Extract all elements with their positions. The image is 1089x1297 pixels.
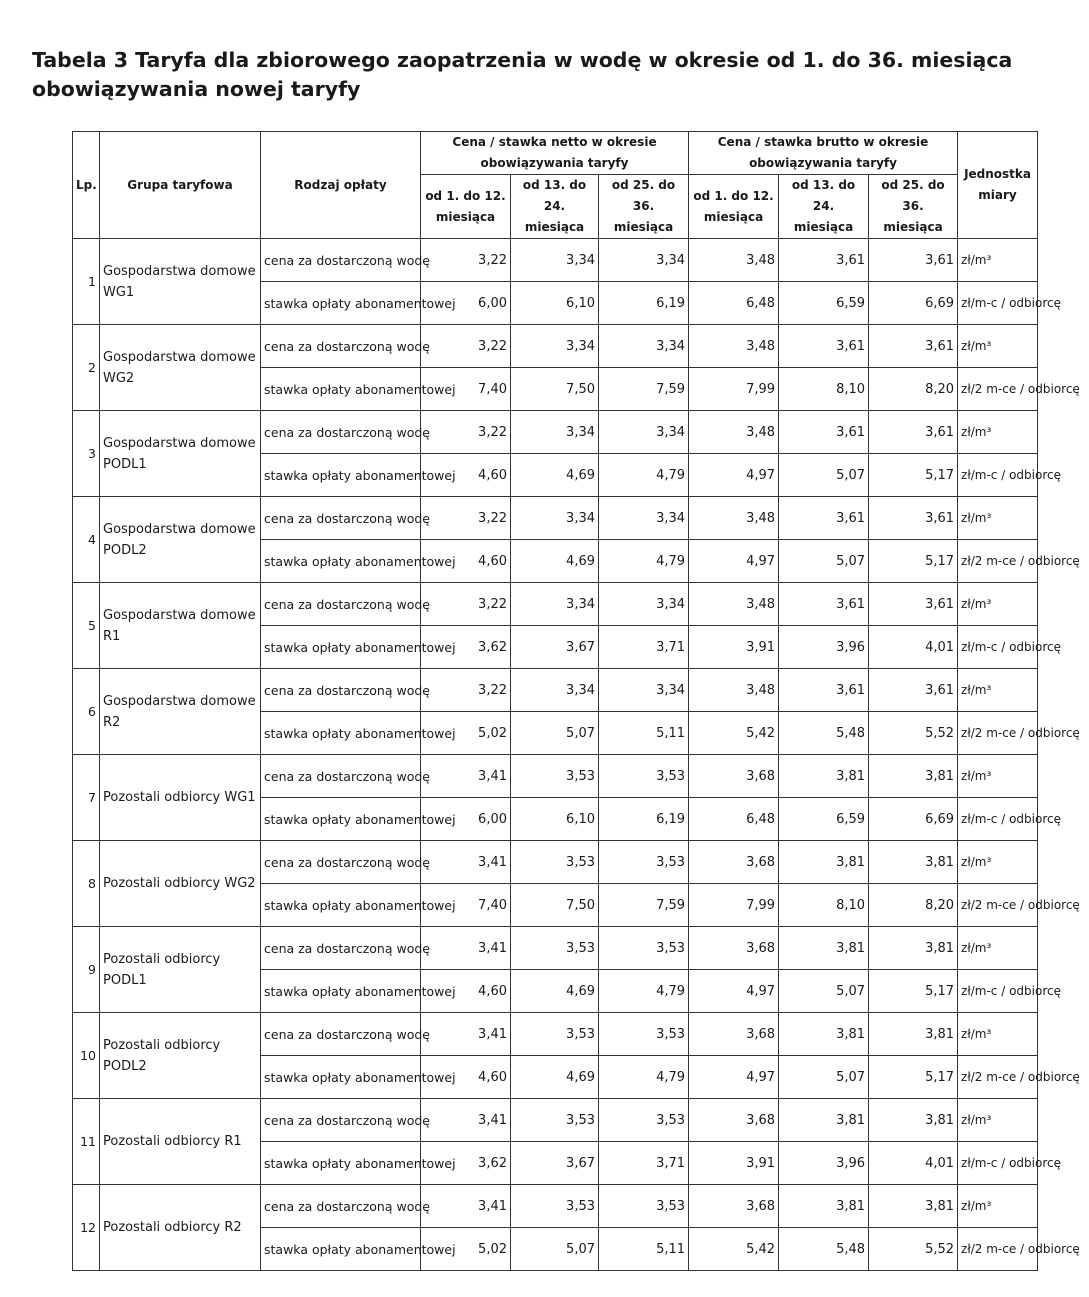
- price-value: 3,48: [689, 411, 779, 454]
- price-value: 6,19: [599, 798, 689, 841]
- price-value: 6,69: [869, 798, 958, 841]
- unit-of-measure: zł/m³: [958, 841, 1038, 884]
- price-value: 4,01: [869, 626, 958, 669]
- price-value: 4,69: [511, 454, 599, 497]
- price-value: 8,20: [869, 368, 958, 411]
- price-value: 3,67: [511, 626, 599, 669]
- price-value: 3,41: [421, 1099, 511, 1142]
- price-value: 4,97: [689, 454, 779, 497]
- price-value: 4,79: [599, 1056, 689, 1099]
- table-row: [73, 1099, 1038, 1142]
- price-value: 8,10: [779, 884, 869, 927]
- price-value: 3,34: [511, 411, 599, 454]
- fee-type: stawka opłaty abonamentowej: [261, 1228, 421, 1271]
- price-value: 3,61: [869, 239, 958, 282]
- price-value: 4,97: [689, 540, 779, 583]
- price-value: 3,96: [779, 626, 869, 669]
- header-unit: Jednostka miary: [958, 132, 1038, 239]
- price-value: 3,81: [869, 1185, 958, 1228]
- table-row: [73, 239, 1038, 282]
- table-row: [73, 755, 1038, 798]
- tariff-group: Gospodarstwa domowe PODL1: [100, 411, 261, 497]
- price-value: 3,68: [689, 841, 779, 884]
- header-period: od 13. do 24. miesiąca: [779, 175, 869, 239]
- row-number: 1: [73, 239, 100, 325]
- price-value: 7,59: [599, 368, 689, 411]
- price-value: 3,53: [511, 1013, 599, 1056]
- price-value: 4,60: [421, 454, 511, 497]
- price-value: 4,69: [511, 540, 599, 583]
- price-value: 3,48: [689, 669, 779, 712]
- price-value: 3,68: [689, 1013, 779, 1056]
- unit-of-measure: zł/m-c / odbiorcę: [958, 970, 1038, 1013]
- tariff-group: Pozostali odbiorcy WG1: [100, 755, 261, 841]
- table-row: [73, 669, 1038, 712]
- price-value: 3,41: [421, 1185, 511, 1228]
- price-value: 3,22: [421, 411, 511, 454]
- header-period: od 25. do 36. miesiąca: [599, 175, 689, 239]
- price-value: 3,81: [779, 755, 869, 798]
- fee-type: stawka opłaty abonamentowej: [261, 1056, 421, 1099]
- price-value: 5,52: [869, 712, 958, 755]
- unit-of-measure: zł/m³: [958, 325, 1038, 368]
- row-number: 8: [73, 841, 100, 927]
- price-value: 3,41: [421, 927, 511, 970]
- price-value: 3,48: [689, 325, 779, 368]
- price-value: 3,34: [511, 583, 599, 626]
- price-value: 3,22: [421, 669, 511, 712]
- price-value: 3,22: [421, 583, 511, 626]
- price-value: 5,07: [511, 1228, 599, 1271]
- table-row: [73, 927, 1038, 970]
- price-value: 5,07: [779, 540, 869, 583]
- price-value: 3,61: [779, 411, 869, 454]
- fee-type: stawka opłaty abonamentowej: [261, 540, 421, 583]
- price-value: 3,48: [689, 583, 779, 626]
- tariff-group: Pozostali odbiorcy PODL2: [100, 1013, 261, 1099]
- table-row: [73, 841, 1038, 884]
- price-value: 6,69: [869, 282, 958, 325]
- unit-of-measure: zł/m-c / odbiorcę: [958, 626, 1038, 669]
- price-value: 7,50: [511, 884, 599, 927]
- fee-type: stawka opłaty abonamentowej: [261, 282, 421, 325]
- price-value: 4,79: [599, 970, 689, 1013]
- price-value: 3,53: [511, 1099, 599, 1142]
- price-value: 3,81: [869, 841, 958, 884]
- unit-of-measure: zł/2 m-ce / odbiorcę: [958, 368, 1038, 411]
- price-value: 4,60: [421, 540, 511, 583]
- price-value: 5,02: [421, 1228, 511, 1271]
- price-value: 3,61: [779, 497, 869, 540]
- price-value: 3,61: [869, 497, 958, 540]
- row-number: 9: [73, 927, 100, 1013]
- price-value: 6,48: [689, 798, 779, 841]
- price-value: 3,68: [689, 755, 779, 798]
- tariff-group: Gospodarstwa domowe WG1: [100, 239, 261, 325]
- price-value: 3,53: [511, 841, 599, 884]
- price-value: 5,52: [869, 1228, 958, 1271]
- price-value: 3,34: [511, 497, 599, 540]
- price-value: 7,40: [421, 884, 511, 927]
- price-value: 3,34: [599, 669, 689, 712]
- tariff-group: Pozostali odbiorcy PODL1: [100, 927, 261, 1013]
- price-value: 5,17: [869, 540, 958, 583]
- unit-of-measure: zł/2 m-ce / odbiorcę: [958, 1056, 1038, 1099]
- price-value: 8,10: [779, 368, 869, 411]
- price-value: 5,48: [779, 1228, 869, 1271]
- fee-type: stawka opłaty abonamentowej: [261, 454, 421, 497]
- price-value: 3,34: [511, 669, 599, 712]
- price-value: 3,22: [421, 325, 511, 368]
- unit-of-measure: zł/m-c / odbiorcę: [958, 454, 1038, 497]
- row-number: 2: [73, 325, 100, 411]
- price-value: 4,60: [421, 970, 511, 1013]
- price-value: 3,61: [869, 325, 958, 368]
- price-value: 5,07: [779, 970, 869, 1013]
- fee-type: stawka opłaty abonamentowej: [261, 970, 421, 1013]
- price-value: 3,41: [421, 755, 511, 798]
- fee-type: stawka opłaty abonamentowej: [261, 368, 421, 411]
- unit-of-measure: zł/m³: [958, 1099, 1038, 1142]
- price-value: 3,61: [869, 411, 958, 454]
- price-value: 5,02: [421, 712, 511, 755]
- price-value: 5,07: [511, 712, 599, 755]
- fee-type: cena za dostarczoną wodę: [261, 927, 421, 970]
- row-number: 11: [73, 1099, 100, 1185]
- price-value: 6,19: [599, 282, 689, 325]
- fee-type: cena za dostarczoną wodę: [261, 239, 421, 282]
- price-value: 3,62: [421, 626, 511, 669]
- fee-type: cena za dostarczoną wodę: [261, 1013, 421, 1056]
- price-value: 3,81: [779, 927, 869, 970]
- price-value: 3,71: [599, 626, 689, 669]
- row-number: 6: [73, 669, 100, 755]
- price-value: 3,53: [599, 927, 689, 970]
- tariff-group: Gospodarstwa domowe R2: [100, 669, 261, 755]
- table-title: Tabela 3 Taryfa dla zbiorowego zaopatrzenia w wodę w okresie od 1. do 36. miesiąca obowiązywania nowej taryfy: [32, 48, 1013, 101]
- price-value: 5,42: [689, 712, 779, 755]
- tariff-table: [72, 131, 1080, 1271]
- unit-of-measure: zł/m-c / odbiorcę: [958, 1142, 1038, 1185]
- price-value: 3,96: [779, 1142, 869, 1185]
- price-value: 4,01: [869, 1142, 958, 1185]
- price-value: 7,40: [421, 368, 511, 411]
- price-value: 3,53: [599, 1013, 689, 1056]
- price-value: 3,53: [599, 1185, 689, 1228]
- price-value: 7,50: [511, 368, 599, 411]
- price-value: 3,91: [689, 1142, 779, 1185]
- fee-type: stawka opłaty abonamentowej: [261, 712, 421, 755]
- price-value: 4,69: [511, 970, 599, 1013]
- fee-type: stawka opłaty abonamentowej: [261, 626, 421, 669]
- price-value: 5,42: [689, 1228, 779, 1271]
- price-value: 5,11: [599, 1228, 689, 1271]
- price-value: 3,34: [599, 411, 689, 454]
- table-row: [73, 1013, 1038, 1056]
- price-value: 4,79: [599, 540, 689, 583]
- header-period: od 1. do 12. miesiąca: [689, 175, 779, 239]
- table-row: [73, 325, 1038, 368]
- price-value: 3,41: [421, 1013, 511, 1056]
- price-value: 5,17: [869, 970, 958, 1013]
- header-fee-type: Rodzaj opłaty: [261, 132, 421, 239]
- price-value: 6,48: [689, 282, 779, 325]
- tariff-group: Pozostali odbiorcy R1: [100, 1099, 261, 1185]
- fee-type: cena za dostarczoną wodę: [261, 755, 421, 798]
- price-value: 3,61: [869, 583, 958, 626]
- price-value: 5,48: [779, 712, 869, 755]
- unit-of-measure: zł/m³: [958, 1185, 1038, 1228]
- tariff-group: Gospodarstwa domowe R1: [100, 583, 261, 669]
- price-value: 6,10: [511, 282, 599, 325]
- price-value: 5,07: [779, 454, 869, 497]
- price-value: 4,97: [689, 970, 779, 1013]
- price-value: 3,34: [511, 325, 599, 368]
- price-value: 3,53: [511, 1185, 599, 1228]
- fee-type: cena za dostarczoną wodę: [261, 497, 421, 540]
- unit-of-measure: zł/2 m-ce / odbiorcę: [958, 1228, 1038, 1271]
- price-value: 3,68: [689, 1099, 779, 1142]
- fee-type: stawka opłaty abonamentowej: [261, 798, 421, 841]
- header-net-price: Cena / stawka netto w okresie obowiązywania taryfy: [421, 132, 689, 175]
- price-value: 5,07: [779, 1056, 869, 1099]
- header-group: Grupa taryfowa: [100, 132, 261, 239]
- unit-of-measure: zł/m³: [958, 927, 1038, 970]
- row-number: 4: [73, 497, 100, 583]
- price-value: 6,59: [779, 798, 869, 841]
- price-value: 6,10: [511, 798, 599, 841]
- tariff-group: Pozostali odbiorcy WG2: [100, 841, 261, 927]
- unit-of-measure: zł/m³: [958, 411, 1038, 454]
- tariff-group: Gospodarstwa domowe PODL2: [100, 497, 261, 583]
- unit-of-measure: zł/m-c / odbiorcę: [958, 798, 1038, 841]
- price-value: 3,71: [599, 1142, 689, 1185]
- price-value: 3,53: [511, 755, 599, 798]
- fee-type: cena za dostarczoną wodę: [261, 1185, 421, 1228]
- price-value: 4,97: [689, 1056, 779, 1099]
- price-value: 3,22: [421, 497, 511, 540]
- price-value: 5,17: [869, 1056, 958, 1099]
- price-value: 3,61: [779, 239, 869, 282]
- price-value: 3,81: [779, 1185, 869, 1228]
- header-lp: Lp.: [73, 132, 100, 239]
- price-value: 3,41: [421, 841, 511, 884]
- table-row: [73, 1185, 1038, 1228]
- table-row: [73, 497, 1038, 540]
- price-value: 3,48: [689, 497, 779, 540]
- price-value: 7,99: [689, 884, 779, 927]
- price-value: 3,34: [511, 239, 599, 282]
- unit-of-measure: zł/m³: [958, 1013, 1038, 1056]
- price-value: 3,81: [779, 1013, 869, 1056]
- price-value: 3,81: [869, 1013, 958, 1056]
- fee-type: stawka opłaty abonamentowej: [261, 1142, 421, 1185]
- price-value: 3,81: [869, 1099, 958, 1142]
- price-value: 3,67: [511, 1142, 599, 1185]
- unit-of-measure: zł/2 m-ce / odbiorcę: [958, 884, 1038, 927]
- price-value: 3,34: [599, 497, 689, 540]
- price-value: 3,61: [869, 669, 958, 712]
- price-value: 4,69: [511, 1056, 599, 1099]
- unit-of-measure: zł/m³: [958, 755, 1038, 798]
- price-value: 7,59: [599, 884, 689, 927]
- table-row: [73, 583, 1038, 626]
- price-value: 3,53: [599, 755, 689, 798]
- price-value: 3,34: [599, 239, 689, 282]
- row-number: 7: [73, 755, 100, 841]
- price-value: 3,22: [421, 239, 511, 282]
- price-value: 3,53: [599, 1099, 689, 1142]
- unit-of-measure: zł/2 m-ce / odbiorcę: [958, 712, 1038, 755]
- price-value: 3,81: [869, 755, 958, 798]
- fee-type: cena za dostarczoną wodę: [261, 669, 421, 712]
- row-number: 5: [73, 583, 100, 669]
- fee-type: cena za dostarczoną wodę: [261, 583, 421, 626]
- row-number: 10: [73, 1013, 100, 1099]
- fee-type: cena za dostarczoną wodę: [261, 1099, 421, 1142]
- unit-of-measure: zł/m-c / odbiorcę: [958, 282, 1038, 325]
- price-value: 4,79: [599, 454, 689, 497]
- price-value: 6,00: [421, 798, 511, 841]
- fee-type: stawka opłaty abonamentowej: [261, 884, 421, 927]
- price-value: 6,59: [779, 282, 869, 325]
- price-value: 3,34: [599, 325, 689, 368]
- price-value: 4,60: [421, 1056, 511, 1099]
- header-period: od 1. do 12. miesiąca: [421, 175, 511, 239]
- price-value: 3,61: [779, 583, 869, 626]
- table-row: [73, 411, 1038, 454]
- unit-of-measure: zł/m³: [958, 497, 1038, 540]
- price-value: 3,68: [689, 1185, 779, 1228]
- price-value: 8,20: [869, 884, 958, 927]
- price-value: 3,48: [689, 239, 779, 282]
- table-header: [73, 132, 1038, 239]
- row-number: 12: [73, 1185, 100, 1271]
- price-value: 3,68: [689, 927, 779, 970]
- price-value: 3,34: [599, 583, 689, 626]
- row-number: 3: [73, 411, 100, 497]
- unit-of-measure: zł/m³: [958, 583, 1038, 626]
- price-value: 7,99: [689, 368, 779, 411]
- tariff-group: Pozostali odbiorcy R2: [100, 1185, 261, 1271]
- unit-of-measure: zł/m³: [958, 239, 1038, 282]
- price-value: 3,81: [779, 841, 869, 884]
- price-value: 3,91: [689, 626, 779, 669]
- unit-of-measure: zł/2 m-ce / odbiorcę: [958, 540, 1038, 583]
- price-value: 6,00: [421, 282, 511, 325]
- fee-type: cena za dostarczoną wodę: [261, 411, 421, 454]
- price-value: 3,53: [599, 841, 689, 884]
- price-value: 3,53: [511, 927, 599, 970]
- price-value: 3,62: [421, 1142, 511, 1185]
- table-body: [73, 239, 1080, 1271]
- tariff-group: Gospodarstwa domowe WG2: [100, 325, 261, 411]
- header-period: od 13. do 24. miesiąca: [511, 175, 599, 239]
- price-value: 3,81: [779, 1099, 869, 1142]
- price-value: 3,61: [779, 325, 869, 368]
- fee-type: cena za dostarczoną wodę: [261, 841, 421, 884]
- price-value: 5,17: [869, 454, 958, 497]
- fee-type: cena za dostarczoną wodę: [261, 325, 421, 368]
- unit-of-measure: zł/m³: [958, 669, 1038, 712]
- price-value: 3,61: [779, 669, 869, 712]
- header-period: od 25. do 36. miesiąca: [869, 175, 958, 239]
- price-value: 3,81: [869, 927, 958, 970]
- price-value: 5,11: [599, 712, 689, 755]
- header-gross-price: Cena / stawka brutto w okresie obowiązywania taryfy: [689, 132, 958, 175]
